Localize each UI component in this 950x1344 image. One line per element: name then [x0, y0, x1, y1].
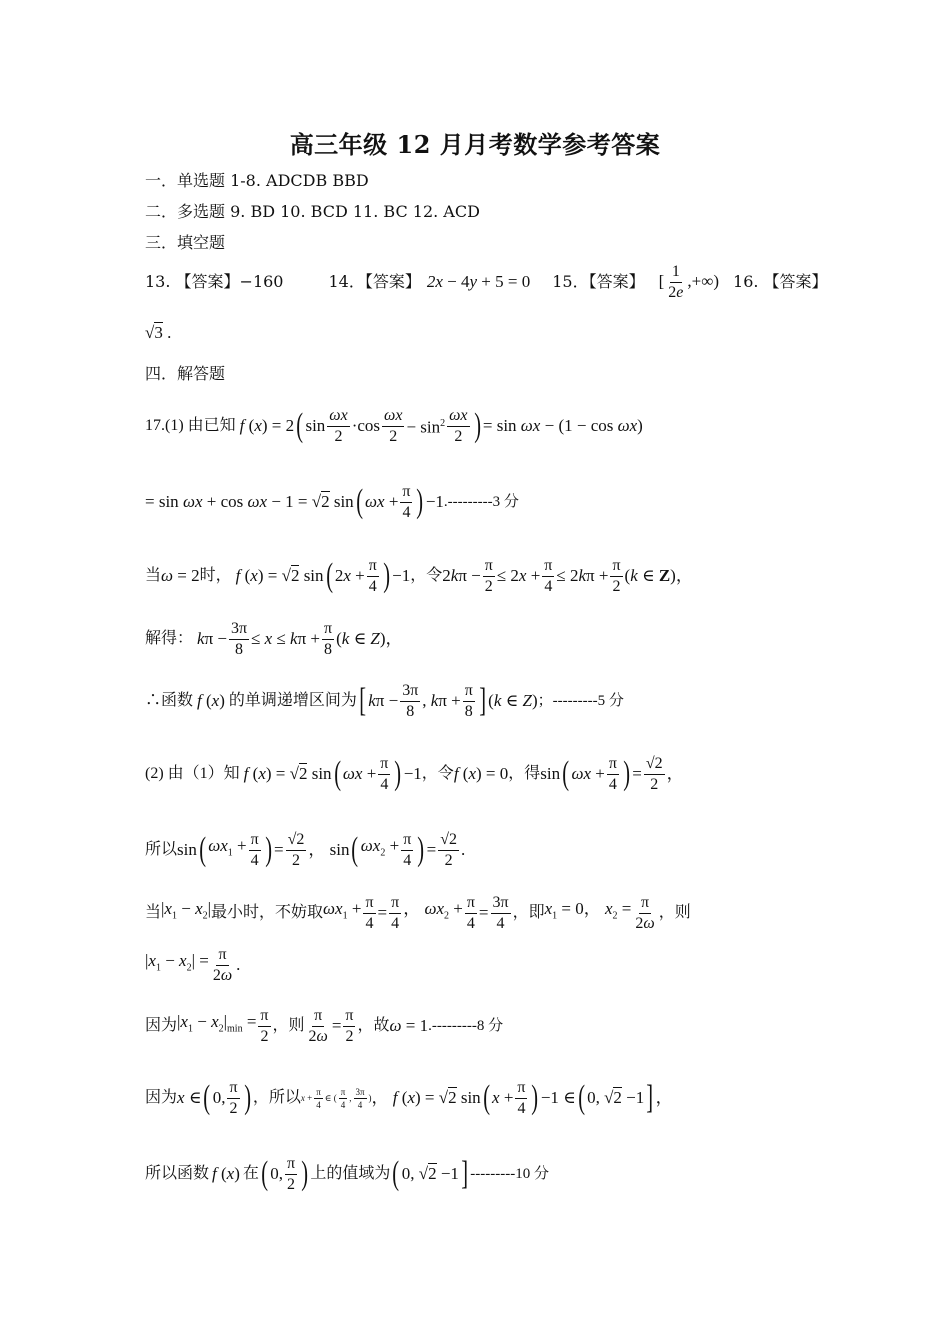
q17-line2: = sin ωx + cos ωx − 1 = √2 sin ( ωx + $\frac{\pi}{4}$ ) −1 .---------3 分: [145, 482, 519, 521]
multi-choice-answers: 二．多选题 9. BD 10. BCD 11. BC 12. ACD: [145, 202, 480, 221]
q17-line6: (2) 由（1）知 f (x) = √2 sin ( ωx + $\frac{\pi}{4}$ ) −1 ，令 f (x) = 0 ，得 sin ( ωx + $\frac{\pi}{4}$ ) = $\frac{√2}{2}$ ，: [145, 754, 684, 793]
q17-line9: $|x_1 - x_2|$ = $\frac{\pi}{2\omega}$ .: [145, 945, 241, 984]
q13-answer: 13. 【答案】−160: [145, 272, 284, 291]
solution-heading: 四．解答题: [145, 364, 226, 383]
q17-line1: 17.(1) 由已知 f (x) = 2 ( sin $\frac{\omega x}{2}$ ·cos $\frac{\omega x}{2}$ − $\sin^2$ $\frac{\omega x}{2}$ ) = sin ωx − (1 − cos ωx): [145, 406, 643, 445]
fill-blank-heading: 三．填空题: [145, 233, 226, 252]
q17-line11: 因为 x ∈ ( 0, $\frac{\pi}{2}$ ) ，所以 x + $\frac{\pi}{4}$ ∈ ( $\frac{\pi}{4}$ , $\frac{3\pi}{4}$ ) ， f (x) = √2 sin ( x + $\frac{\pi}{4}$ ) −1 ∈ ( 0, √2 −1 ] ，: [145, 1078, 673, 1117]
q16-answer: √3 .: [145, 323, 172, 342]
q14-label: 14．【答案】: [328, 272, 421, 291]
q15-answer: [ $\frac{1}{2e}$ ,+∞): [658, 262, 720, 301]
q15-label: 15．【答案】: [552, 272, 645, 291]
q14-answer: 2x − 4y + 5 = 0: [426, 272, 531, 291]
single-choice-answers: 一．单选题 1-8. ADCDB BBD: [145, 171, 369, 190]
q16-label: 16. 【答案】: [733, 272, 828, 291]
q17-line10: 因为 $|x_1 - x_2|_{min}$ = $\frac{\pi}{2}$ ，则 $\frac{\pi}{2\omega}$ = $\frac{\pi}{2}$ ，故 ω = 1 .---------8 分: [145, 1006, 504, 1045]
q17-line4: 解得： kπ − $\frac{3\pi}{8}$ ≤ x ≤ kπ + $\frac{\pi}{8}$ (k ∈ Z)，: [145, 619, 403, 658]
fill-blank-answers: [145, 262, 828, 302]
q17-line5: ∴函数 f (x) 的单调递增区间为 [ kπ − $\frac{3\pi}{8}$ , kπ + $\frac{\pi}{8}$ ] (k ∈ Z) ；---------5 分: [145, 681, 624, 720]
page-title: 高三年级 12 月月考数学参考答案: [289, 130, 661, 159]
q17-line8: 当 $|x_1 - x_2|$ 最小时，不妨取 $\omega x_1$ + $\frac{\pi}{4}$ = $\frac{\pi}{4}$ ， $\omega x_2$ + $\frac{\pi}{4}$ = $\frac{3\pi}{4}$ ，即 $x_1 = 0$， $x_2$ = $\frac{\pi}{2\omega}$ ，则: [145, 893, 691, 932]
q17-line3: 当 ω = 2 时， f (x) = √2 sin ( 2x + $\frac{\pi}{4}$ ) −1 ，令 2kπ − $\frac{\pi}{2}$ ≤ 2x + $\frac{\pi}{4}$ ≤ 2kπ + $\frac{\pi}{2}$ (k ∈ Z)，: [145, 556, 693, 595]
q17-line12: 所以函数 f (x) 在 ( 0, $\frac{\pi}{2}$ ) 上的值域为 ( 0, √2 −1 ] ---------10 分: [145, 1154, 549, 1193]
q17-line7: 所以 sin ( $\omega x_1$ + $\frac{\pi}{4}$ ) = $\frac{√2}{2}$ ， sin ( $\omega x_2$ + $\frac{\pi}{4}$ ) = $\frac{√2}{2}$ .: [145, 830, 466, 869]
